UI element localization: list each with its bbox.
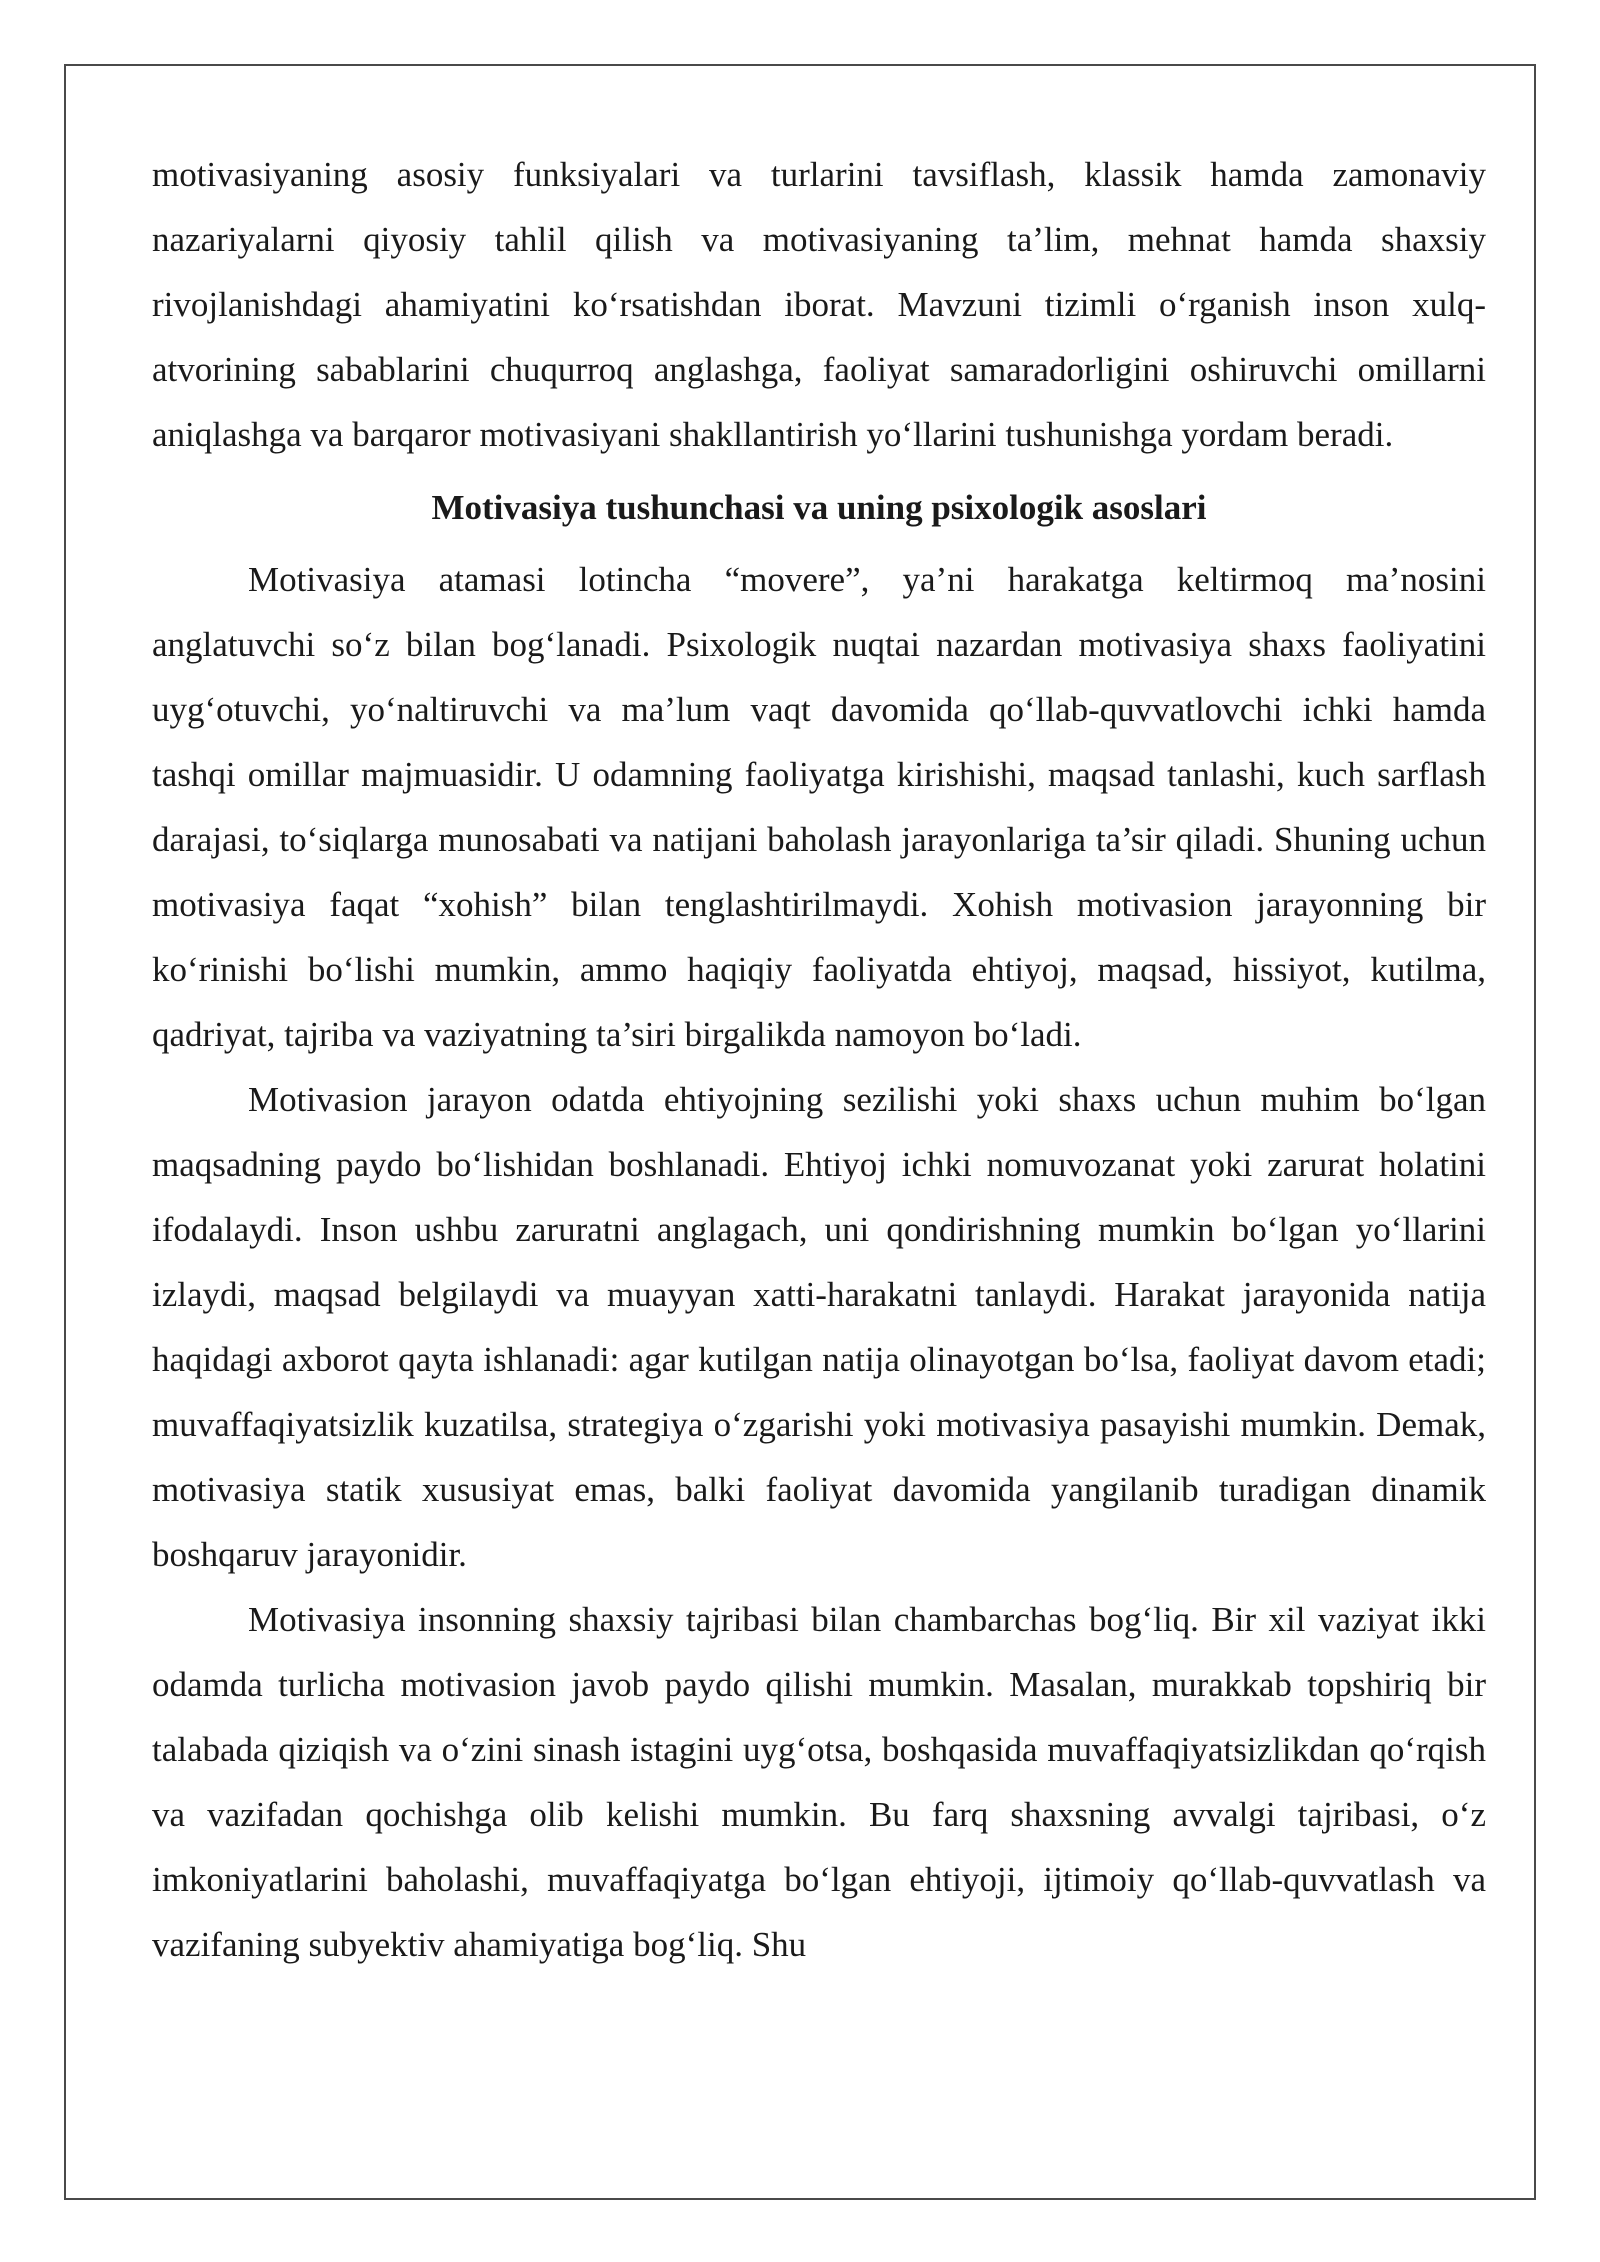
body-paragraph-3: Motivasiya insonning shaxsiy tajribasi bilan chambarchas bog‘liq. Bir xil vaziyat ikki odamda turlicha motivasion javob paydo qilishi mumkin. Masalan, murakkab topshiriq bir talabada qiziqish va o‘zini sinash istagini uyg‘otsa, boshqasida muvaffaqiyatsizlikdan qo‘rqish va vazifadan qochishga olib kelishi mumkin. Bu farq shaxsning avvalgi tajribasi, o‘z imkoniyatlarini baholashi, muvaffaqiyatga bo‘lgan ehtiyoji, ijtimoiy qo‘llab-quvvatlash va vazifaning subyektiv ahamiyatiga bog‘liq. Shu	[152, 1600, 1486, 1964]
intro-paragraph: motivasiyaning asosiy funksiyalari va turlarini tavsiflash, klassik hamda zamonaviy nazariyalarni qiyosiy tahlil qilish va motivasiyaning ta’lim, mehnat hamda shaxsiy rivojlanishdagi ahamiyatini ko‘rsatishdan iborat. Mavzuni tizimli o‘rganish inson xulq-atvorining sabablarini chuqurroq anglashga, faoliyat samaradorligini oshiruvchi omillarni aniqlashga va barqaror motivasiyani shakllantirish yo‘llarini tushunishga yordam beradi.	[152, 155, 1486, 454]
document-body	[152, 142, 1486, 1977]
section-heading: Motivasiya tushunchasi va uning psixologik asoslari	[431, 488, 1207, 527]
body-paragraph-1: Motivasiya atamasi lotincha “movere”, ya’ni harakatga keltirmoq ma’nosini anglatuvchi so‘z bilan bog‘lanadi. Psixologik nuqtai nazardan motivasiya shaxs faoliyatini uyg‘otuvchi, yo‘naltiruvchi va ma’lum vaqt davomida qo‘llab-quvvatlovchi ichki hamda tashqi omillar majmuasidir. U odamning faoliyatga kirishishi, maqsad tanlashi, kuch sarflash darajasi, to‘siqlarga munosabati va natijani baholash jarayonlariga ta’sir qiladi. Shuning uchun motivasiya faqat “xohish” bilan tenglashtirilmaydi. Xohish motivasion jarayonning bir ko‘rinishi bo‘lishi mumkin, ammo haqiqiy faoliyatda ehtiyoj, maqsad, hissiyot, kutilma, qadriyat, tajriba va vaziyatning ta’siri birgalikda namoyon bo‘ladi.	[152, 560, 1486, 1054]
body-paragraph-2: Motivasion jarayon odatda ehtiyojning sezilishi yoki shaxs uchun muhim bo‘lgan maqsadning paydo bo‘lishidan boshlanadi. Ehtiyoj ichki nomuvozanat yoki zarurat holatini ifodalaydi. Inson ushbu zaruratni anglagach, uni qondirishning mumkin bo‘lgan yo‘llarini izlaydi, maqsad belgilaydi va muayyan xatti-harakatni tanlaydi. Harakat jarayonida natija haqidagi axborot qayta ishlanadi: agar kutilgan natija olinayotgan bo‘lsa, faoliyat davom etadi; muvaffaqiyatsizlik kuzatilsa, strategiya o‘zgarishi yoki motivasiya pasayishi mumkin. Demak, motivasiya statik xususiyat emas, balki faoliyat davomida yangilanib turadigan dinamik boshqaruv jarayonidir.	[152, 1080, 1486, 1574]
